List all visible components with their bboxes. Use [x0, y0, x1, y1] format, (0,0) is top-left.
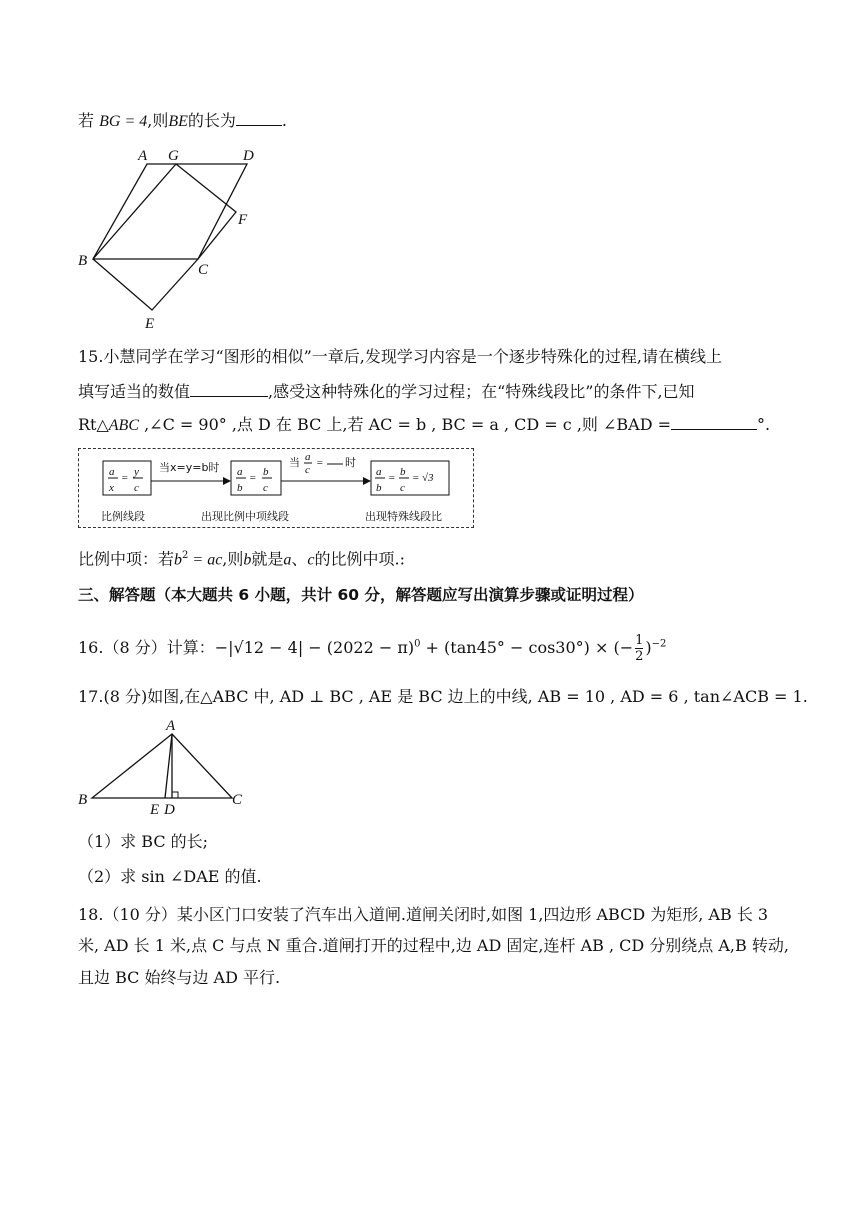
svg-text:c: c [305, 464, 310, 476]
flow-arrow-1-label: 当x=y=b时 [159, 461, 220, 474]
q15-line2a: 填写适当的数值 [78, 382, 191, 401]
q15-line3c: ,∠C = 90° ,点 D 在 BC 上,若 AC = b , BC = a , CD = c ,则 ∠BAD = [139, 415, 672, 434]
q14-answer-blank [236, 111, 282, 126]
right-angle-mark [172, 792, 178, 798]
fig14-label-b: B [78, 253, 88, 269]
svg-text:=: = [412, 472, 420, 484]
section-3-heading: 三、解答题（本大题共 6 小题，共计 60 分，解答题应写出演算步骤或证明过程） [78, 586, 644, 604]
fig17-label-b: B [78, 792, 88, 808]
q15-line3b: ABC [108, 417, 139, 434]
fig17-label-d: D [164, 802, 175, 818]
q17-sub2: （2）求 sin ∠DAE 的值. [78, 867, 262, 886]
q15-line2 [78, 381, 695, 403]
flow-arrow-2-prefix: 当 [289, 456, 300, 469]
q15-line2b: ,感受这种特殊化的学习过程；在“特殊线段比”的条件下,已知 [268, 382, 695, 401]
q15-line3a: Rt△ [78, 415, 109, 434]
flow-caption-2: 出现比例中项线段 [201, 510, 289, 523]
fig14-label-e: E [145, 316, 155, 332]
svg-text:c: c [134, 482, 139, 494]
q14-condition: BG = 4 [99, 113, 148, 130]
parallelogram-abcd [93, 164, 247, 259]
svg-text:=: = [316, 457, 324, 469]
q16-label: 16.（8 分）计算： [78, 638, 215, 657]
q14-prefix: 若 [78, 111, 95, 130]
svg-text:a: a [109, 466, 115, 478]
svg-text:b: b [376, 482, 382, 494]
svg-text:a: a [376, 466, 382, 478]
q15-blank-1 [190, 382, 268, 397]
svg-text:y: y [134, 466, 139, 478]
svg-text:b: b [237, 482, 243, 494]
q18-line2: 米, AD 长 1 米,点 C 与点 N 重合.道闸打开的过程中,边 AD 固定,连杆 AB , CD 分别绕点 A,B 转动, [78, 936, 789, 955]
q17-line1: 17.(8 分)如图,在△ABC 中, AD ⊥ BC , AE 是 BC 边上的中线, AB = 10 , AD = 6 , tan∠ACB = 1. [78, 687, 808, 706]
fig17-label-c: C [232, 792, 243, 808]
q15-line1: 15.小慧同学在学习“图形的相似”一章后,发现学习内容是一个逐步特殊化的过程,请在横线上 [78, 347, 722, 366]
q14-end: . [281, 111, 287, 130]
svg-text:b: b [263, 466, 269, 478]
svg-text:a: a [237, 466, 243, 478]
proportional-mean-note: 比例中项：若$b^2$ = ac,则b就是a、c的比例中项.: [78, 549, 406, 569]
figure-q17 [70, 712, 260, 820]
q18-line3: 且边 BC 始终与边 AD 平行. [78, 968, 281, 987]
svg-text:=: = [121, 472, 129, 484]
fig14-label-g: G [168, 148, 179, 164]
q14-target: BE [168, 113, 188, 130]
q15-line3d: °. [757, 415, 771, 434]
triangle-abc [92, 734, 232, 798]
q16-expr1: −|√12 − 4| − (2022 − π) [214, 638, 415, 657]
special-ratio-flow [78, 448, 474, 528]
svg-text:√3: √3 [422, 472, 434, 484]
figure-q14 [70, 140, 270, 335]
q17-sub1: （1）求 BC 的长; [78, 832, 209, 851]
median-ae [165, 734, 172, 798]
q14-tail [78, 110, 287, 133]
fig14-label-d: D [243, 148, 254, 164]
q16: 16.（8 分）计算：$-|√12 - 4| - (2022 - \pi)^0 + (\tan 45^\circ - \cos 30^\circ)$ × (− $\frac{1}{2}$ )$^{-2}$ [78, 633, 667, 664]
svg-text:b: b [400, 466, 406, 478]
svg-text:=: = [249, 472, 257, 484]
fig14-label-a: A [138, 148, 148, 164]
svg-text:c: c [263, 482, 268, 494]
flow-arrow-2-suffix: 时 [345, 456, 356, 469]
fig17-label-e: E [150, 802, 160, 818]
fig14-label-c: C [198, 262, 209, 278]
rectangle-gbef [93, 164, 236, 310]
q14-middle: ,则 [147, 111, 169, 130]
flow-caption-3: 出现特殊线段比 [365, 510, 442, 523]
flow-caption-1: 比例线段 [101, 510, 145, 523]
svg-text:x: x [109, 482, 114, 494]
fig17-label-a: A [166, 718, 176, 734]
svg-text:c: c [400, 482, 405, 494]
svg-text:a: a [305, 451, 311, 463]
q18-line1: 18.（10 分）某小区门口安装了汽车出入道闸.道闸关闭时,如图 1,四边形 ABCD 为矩形, AB 长 3 [78, 905, 769, 924]
fig14-label-f: F [238, 212, 248, 228]
q15-blank-2 [671, 415, 757, 430]
svg-text:=: = [388, 472, 396, 484]
q16-expr2: + (tan45° − cos30°) × (− [420, 638, 634, 657]
q15-line3 [78, 414, 770, 437]
q14-suffix: 的长为 [187, 111, 236, 130]
